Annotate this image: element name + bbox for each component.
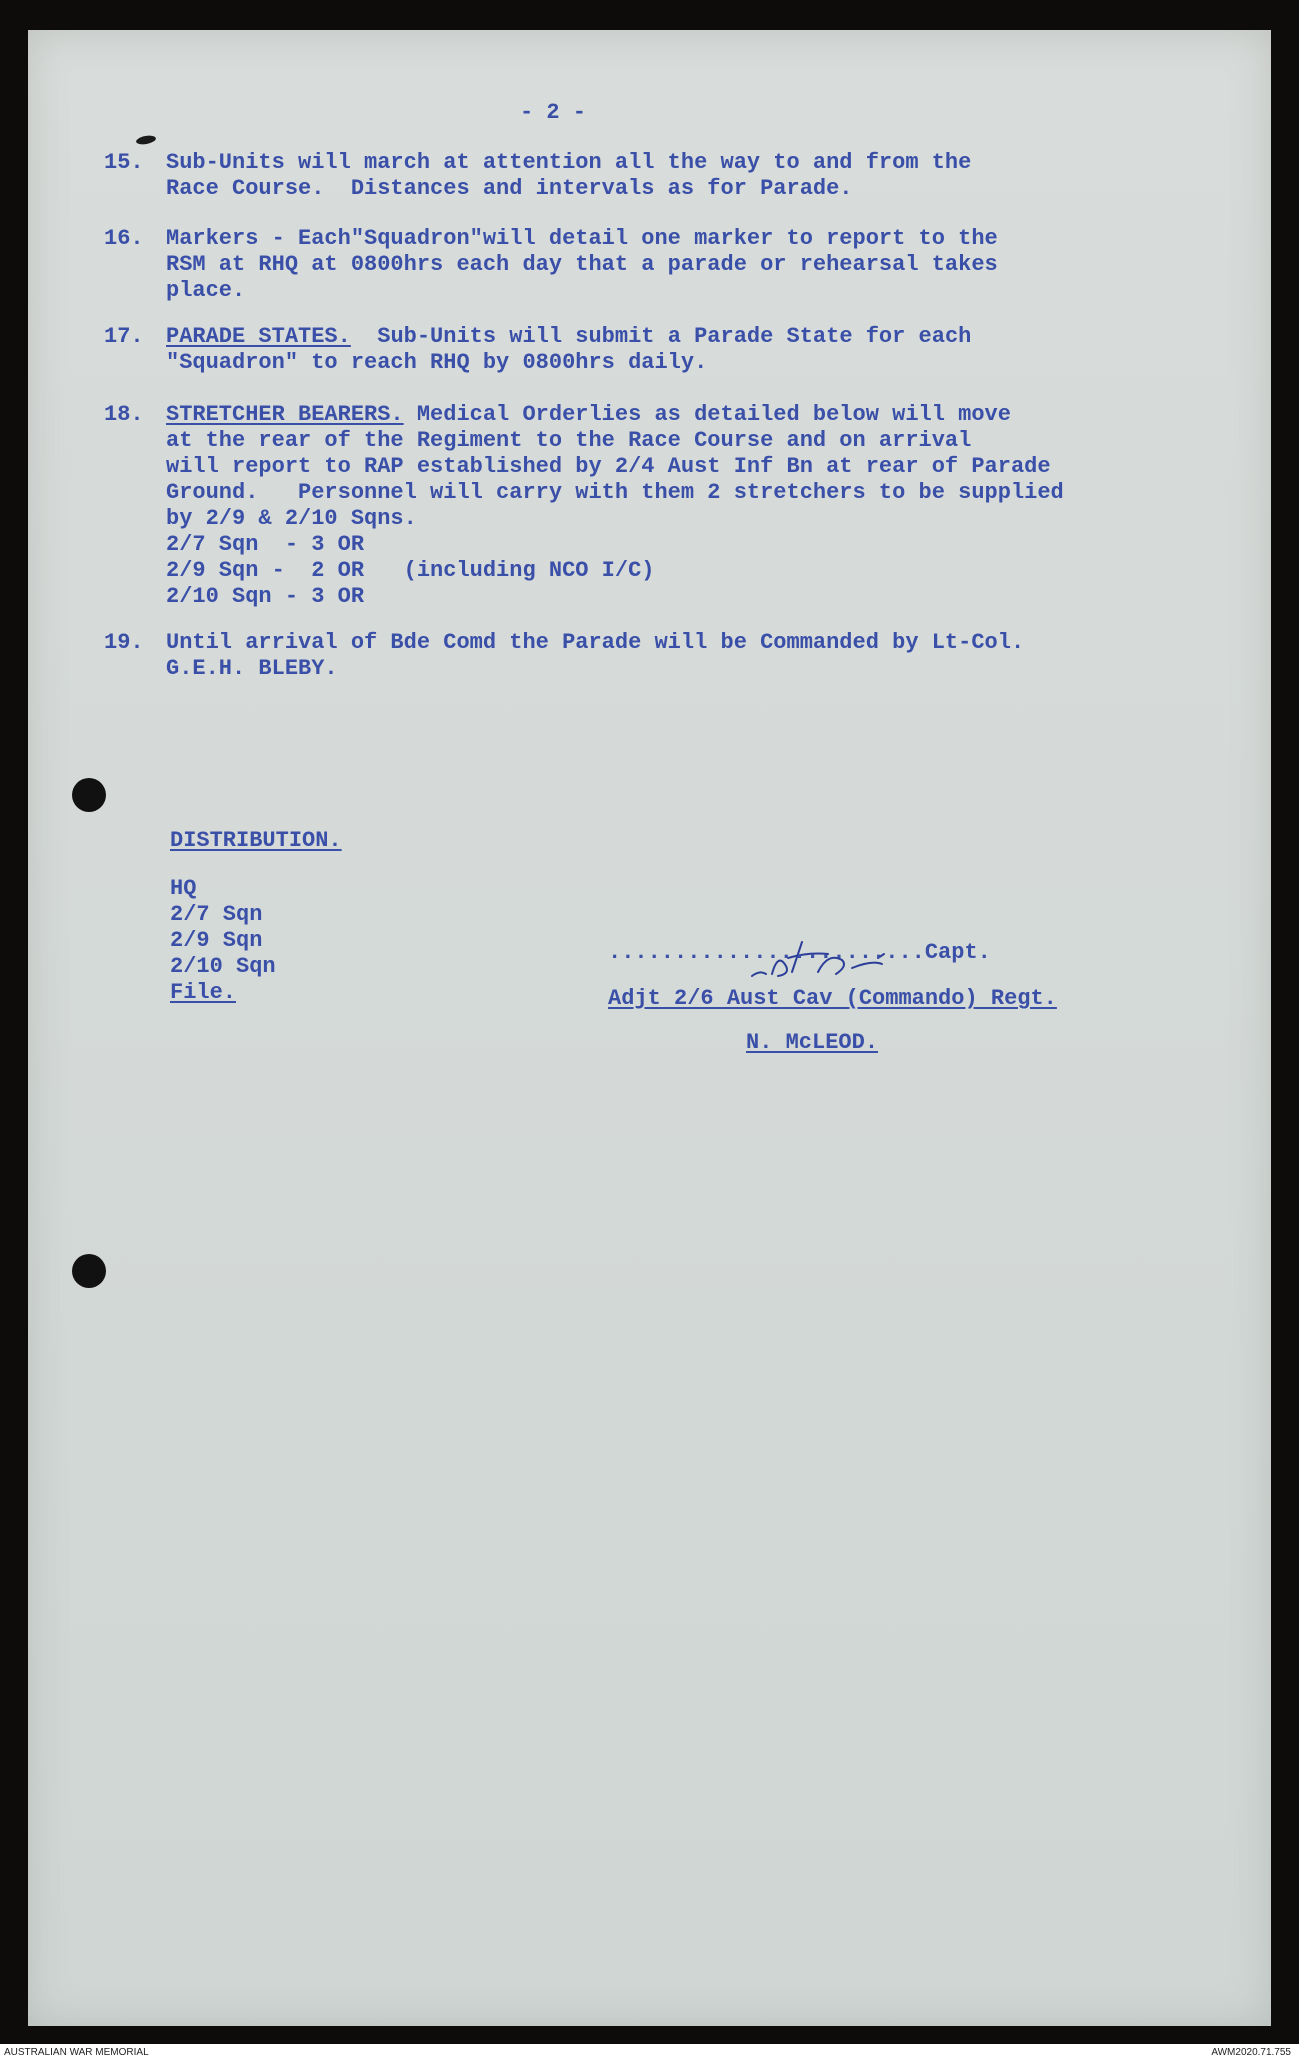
paragraph-line: at the rear of the Regiment to the Race Course and on arrival — [166, 428, 972, 453]
paragraph-number: 18. — [104, 402, 144, 427]
paragraph-line: "Squadron" to reach RHQ by 0800hrs daily. — [166, 350, 708, 375]
paragraph-heading: PARADE STATES. — [166, 324, 351, 349]
paragraph-line: 2/9 Sqn - 2 OR (including NCO I/C) — [166, 558, 655, 583]
paragraph-line: Ground. Personnel will carry with them 2 stretchers to be supplied — [166, 480, 1064, 505]
paragraph-line: Until arrival of Bde Comd the Parade will be Commanded by Lt-Col. — [166, 630, 1025, 655]
appointment-title: Adjt 2/6 Aust Cav (Commando) Regt. — [608, 986, 1057, 1011]
distribution-item: 2/10 Sqn — [170, 954, 276, 979]
paragraph-line: Sub-Units will submit a Parade State for each — [350, 324, 972, 349]
punch-hole — [72, 1254, 106, 1288]
distribution-item: 2/7 Sqn — [170, 902, 263, 927]
paragraph-line: by 2/9 & 2/10 Sqns. — [166, 506, 417, 531]
paragraph-line: 2/7 Sqn - 3 OR — [166, 532, 365, 557]
footer-right: AWM2020.71.755 — [1211, 2047, 1291, 2058]
paragraph-line: place. — [166, 278, 246, 303]
page-number: - 2 - — [520, 100, 587, 125]
distribution-heading: DISTRIBUTION. — [170, 828, 342, 853]
paragraph-number: 17. — [104, 324, 144, 349]
paragraph-line: Sub-Units will march at attention all the way to and from the — [166, 150, 972, 175]
paragraph-line: Markers - Each"Squadron"will detail one marker to report to the — [166, 226, 998, 251]
signature-block — [608, 940, 1057, 1056]
paragraph-line: G.E.H. BLEBY. — [166, 656, 338, 681]
paragraph-line: RSM at RHQ at 0800hrs each day that a parade or rehearsal takes — [166, 252, 998, 277]
signatory-name: N. McLEOD. — [746, 1030, 879, 1055]
signature-dots-line: ........................Capt. — [608, 940, 991, 965]
paragraph-number: 15. — [104, 150, 144, 175]
paragraph-number: 19. — [104, 630, 144, 655]
paragraph-line: will report to RAP established by 2/4 Aust Inf Bn at rear of Parade — [166, 454, 1051, 479]
punch-hole — [72, 778, 106, 812]
paragraph-line: Race Course. Distances and intervals as for Parade. — [166, 176, 853, 201]
ink-blot — [135, 134, 156, 145]
distribution-item: 2/9 Sqn — [170, 928, 263, 953]
footer-left: AUSTRALIAN WAR MEMORIAL — [4, 2047, 149, 2058]
distribution-item: HQ — [170, 876, 197, 901]
paragraph-line: Medical Orderlies as detailed below will move — [403, 402, 1011, 427]
paragraph-number: 16. — [104, 226, 144, 251]
paragraph-line: 2/10 Sqn - 3 OR — [166, 584, 365, 609]
paragraph-heading: STRETCHER BEARERS. — [166, 402, 404, 427]
distribution-item: File. — [170, 980, 237, 1005]
distribution-list — [170, 828, 342, 1006]
